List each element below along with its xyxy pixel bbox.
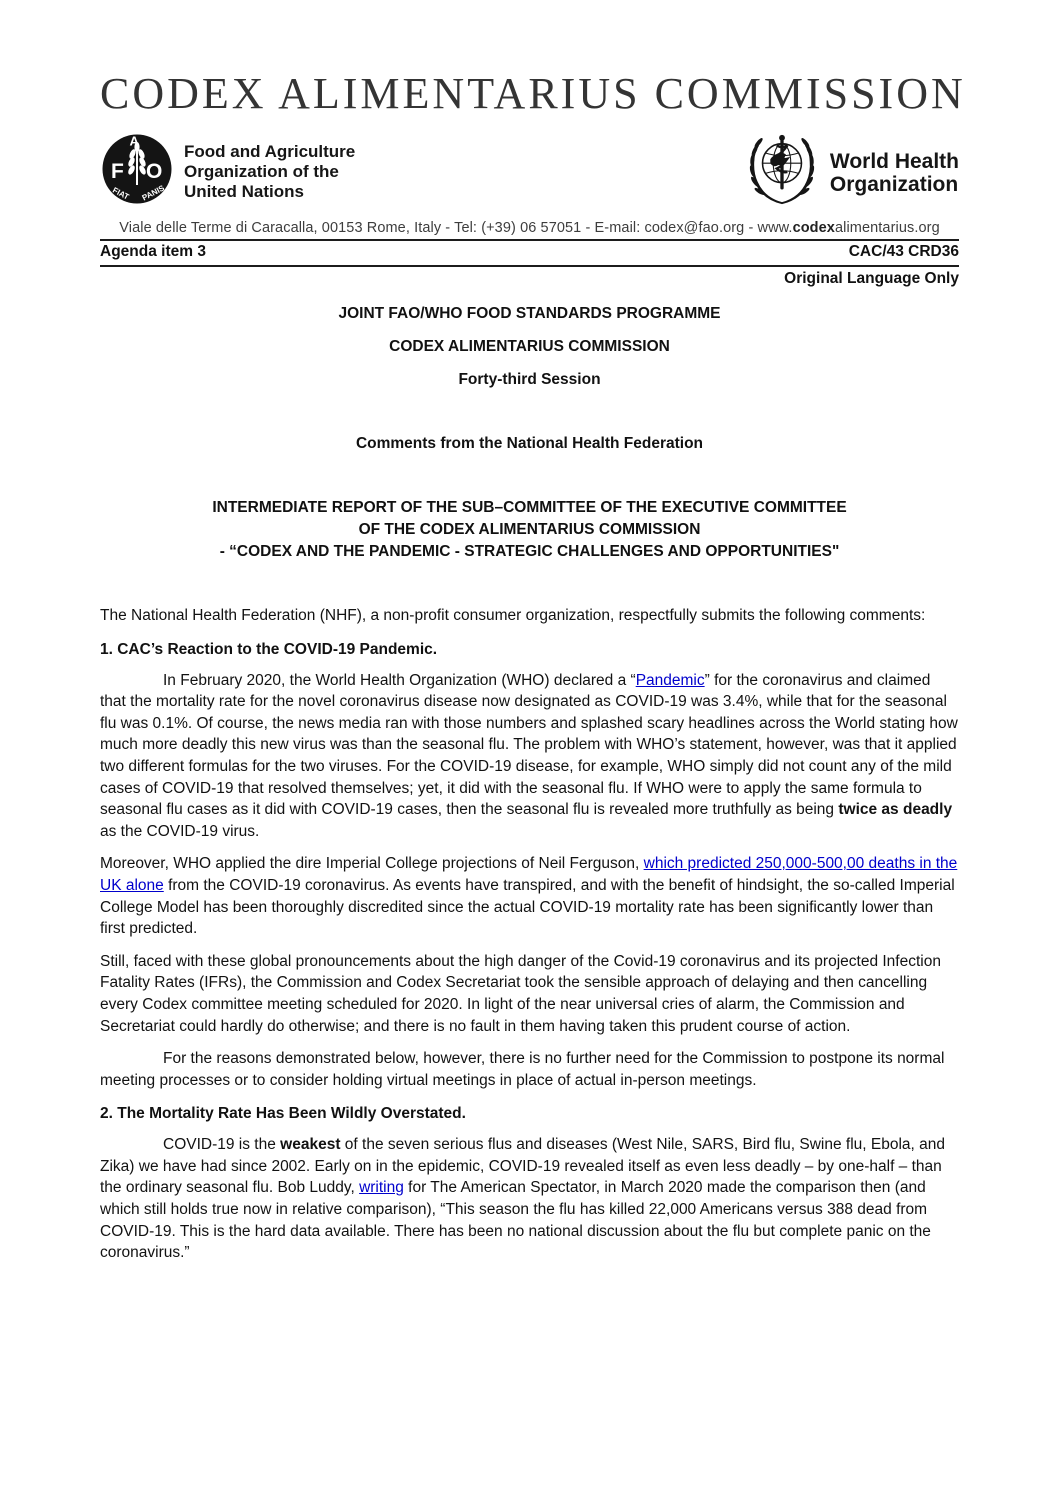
who-name-line: Organization	[829, 172, 959, 196]
logo-row	[100, 131, 959, 214]
fao-name-line: Food and Agriculture	[184, 141, 356, 161]
section2-heading: 2. The Mortality Rate Has Been Wildly Overstated.	[100, 1105, 466, 1123]
svg-text:O: O	[146, 160, 163, 183]
heading-report-title	[100, 497, 959, 563]
emphasis-twice-as-deadly: twice as deadly	[838, 801, 953, 819]
fao-name	[184, 142, 355, 202]
who-block	[744, 131, 959, 214]
paragraph-text: for The American Spectator, in March 2020 made the comparison then (and which still holds true now in relative comparison), “This season the flu has killed 22,000 Americans versus 388 dead from COVID-19. This is the hard data available. There has been no national discussion about the flu but complete panic on the coronavirus.”	[100, 1179, 931, 1262]
paragraph-no-further-need: For the reasons demonstrated below, however, there is no further need for the Commission to postpone its normal meeting processes or to consider holding virtual meetings in place of actual in-person meetings.	[100, 1050, 945, 1089]
heading-programme: JOINT FAO/WHO FOOD STANDARDS PROGRAMME	[338, 305, 721, 322]
fao-block	[100, 131, 355, 212]
svg-text:A: A	[129, 133, 139, 149]
paragraph-mortality-comparison	[100, 1134, 959, 1264]
fao-emblem-icon	[100, 131, 174, 212]
writing-link[interactable]: writing	[359, 1179, 404, 1197]
section1-heading: 1. CAC’s Reaction to the COVID-19 Pandemic.	[100, 640, 438, 658]
intro-paragraph: The National Health Federation (NHF), a non-profit consumer organization, respectfully submits the following comments:	[100, 607, 926, 624]
report-title-line: OF THE CODEX ALIMENTARIUS COMMISSION	[358, 521, 701, 538]
report-title-line: - “CODEX AND THE PANDEMIC - STRATEGIC CHALLENGES AND OPPORTUNITIES"	[219, 543, 840, 560]
who-name-line: World Health	[829, 149, 959, 173]
agenda-row	[100, 241, 959, 267]
who-name	[830, 150, 959, 196]
fao-name-line: Organization of the	[184, 161, 339, 181]
who-emblem-icon	[744, 131, 820, 214]
address-text: Viale delle Terme di Caracalla, 00153 Rome, Italy - Tel: (+39) 06 57051 - E-mail: codex@fao.org - www.	[119, 220, 793, 236]
address-bold-text: codex	[792, 220, 835, 236]
paragraph-text: Moreover, WHO applied the dire Imperial College projections of Neil Ferguson,	[100, 855, 644, 873]
svg-text:FIAT: FIAT	[111, 185, 131, 202]
address-text: alimentarius.org	[834, 220, 940, 236]
fao-name-line: United Nations	[184, 181, 304, 201]
paragraph-meeting-cancellations: Still, faced with these global pronouncements about the high danger of the Covid-19 coronavirus and its projected Infection Fatality Rates (IFRs), the Commission and Codex Secretariat took the sensible approach of delaying and then cancelling every Codex committee meeting scheduled for 2020. In light of the near universal cries of alarm, the Commission and Secretariat could hardly do otherwise; and there is no fault in them having taken this prudent course of action.	[100, 952, 941, 1035]
paragraph-text: from the COVID-19 coronavirus. As events have transpired, and with the benefit of hindsight, the so-called Imperial College Model has been thoroughly discredited since the actual COVID-19 mortality rate has been significantly lower than first predicted.	[100, 876, 955, 938]
paragraph-text: COVID-19 is the	[163, 1136, 281, 1154]
report-title-line: INTERMEDIATE REPORT OF THE SUB–COMMITTEE OF THE EXECUTIVE COMMITTEE	[212, 499, 847, 516]
svg-text:F: F	[111, 160, 124, 183]
pandemic-link[interactable]: Pandemic	[635, 671, 705, 689]
agenda-item-label: Agenda item 3	[100, 243, 206, 260]
svg-text:PANIS: PANIS	[140, 183, 166, 203]
paragraph-text: as the COVID-19 virus.	[100, 822, 260, 840]
heading-session: Forty-third Session	[458, 371, 601, 388]
paragraph-text: of the seven serious flus and diseases (West Nile, SARS, Bird flu, Swine flu, Ebola, and Zika) we have had since 2002. Early on in the epidemic, COVID-19 revealed itself as even less deadly – by one-half – than the ordinary seasonal flu. Bob Luddy,	[100, 1136, 945, 1197]
document-reference: CAC/43 CRD36	[848, 243, 959, 260]
emphasis-weakest: weakest	[280, 1136, 341, 1154]
paragraph-pandemic-declaration	[100, 670, 959, 843]
uk-deaths-prediction-link[interactable]: which predicted 250,000-500,00 deaths in the UK alone	[100, 855, 958, 894]
heading-commission: CODEX ALIMENTARIUS COMMISSION	[389, 338, 670, 355]
paragraph-text: ” for the coronavirus and claimed that the mortality rate for the novel coronavirus disease now designated as COVID-19 was 3.4%, while that for the seasonal flu was 0.1%. Of course, the news media ran with those numbers and splashed scary headlines across the World stating how much more deadly this new virus was than the seasonal flu. The problem with WHO’s statement, however, was that it applied two different formulas for the two viruses. For the COVID-19 disease, for example, WHO simply did not count any of the mild cases of COVID-19 that resolved themselves; yet, it did with the seasonal flu. If WHO were to apply the same formula to seasonal flu cases as it did with COVID-19 cases, then the seasonal flu is revealed more truthfully as being	[100, 671, 958, 819]
paragraph-imperial-college	[100, 853, 959, 939]
document-masthead-title: CODEX ALIMENTARIUS COMMISSION	[100, 69, 966, 118]
address-line	[100, 220, 959, 241]
paragraph-text: In February 2020, the World Health Organization (WHO) declared a “	[163, 671, 636, 689]
original-language-note: Original Language Only	[784, 270, 959, 287]
heading-comments-source: Comments from the National Health Federation	[355, 435, 704, 452]
